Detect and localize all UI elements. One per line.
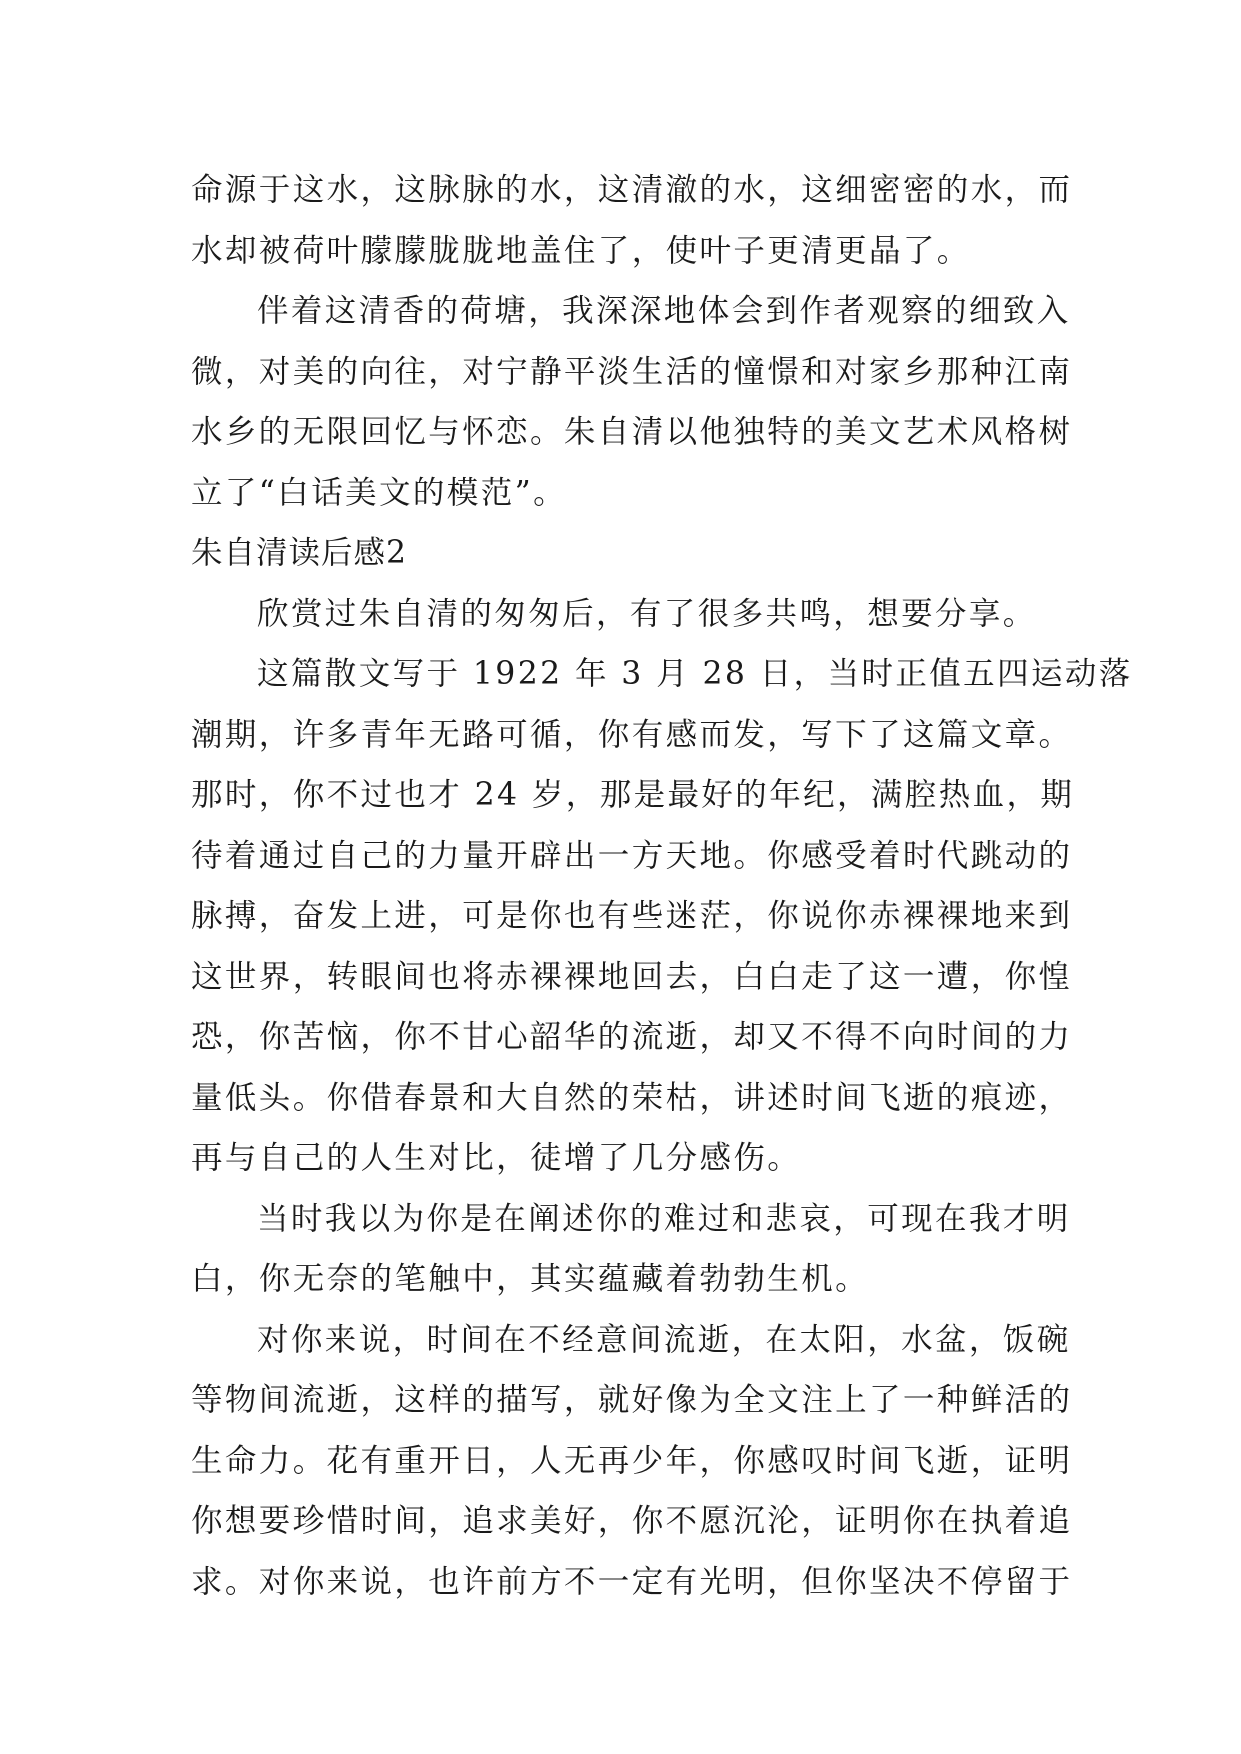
text-line: 伴着这清香的荷塘，我深深地体会到作者观察的细致入 xyxy=(257,293,1071,329)
text-line: 求。对你来说，也许前方不一定有光明，但你坚决不停留于 xyxy=(191,1563,1073,1600)
section-heading: 朱自清读后感2 xyxy=(191,535,408,571)
text-line: 白，你无奈的笔触中，其实蕴藏着勃勃生机。 xyxy=(191,1261,870,1297)
document-body xyxy=(191,160,1133,1612)
text-line: 微，对美的向往，对宁静平淡生活的憧憬和对家乡那种江南 xyxy=(191,353,1073,390)
text-line: 对你来说，时间在不经意间流逝，在太阳，水盆，饭碗 xyxy=(257,1321,1071,1358)
text-line: 这篇散文写于 1922 年 3 月 28 日，当时正值五四运动落 xyxy=(257,656,1133,692)
text-line: 恐，你苦恼，你不甘心韶华的流逝，却又不得不向时间的力 xyxy=(191,1019,1073,1055)
text-line: 当时我以为你是在阐述你的难过和悲哀，可现在我才明 xyxy=(257,1200,1071,1237)
text-line: 待着通过自己的力量开辟出一方天地。你感受着时代跳动的 xyxy=(191,837,1073,874)
text-line: 这世界，转眼间也将赤裸裸地回去，白白走了这一遭，你惶 xyxy=(191,958,1073,995)
paragraph-2 xyxy=(191,281,1073,523)
text-line: 命源于这水，这脉脉的水，这清澈的水，这细密密的水，而 xyxy=(191,172,1073,208)
text-line: 脉搏，奋发上进，可是你也有些迷茫，你说你赤裸裸地来到 xyxy=(191,898,1073,934)
text-line: 再与自己的人生对比，徒增了几分感伤。 xyxy=(191,1140,802,1176)
text-line: 欣赏过朱自清的匆匆后，有了很多共鸣，想要分享。 xyxy=(257,595,1037,632)
text-line: 你想要珍惜时间，追求美好，你不愿沉沦，证明你在执着追 xyxy=(191,1503,1073,1539)
text-line: 水乡的无限回忆与怀恋。朱自清以他独特的美文艺术风格树 xyxy=(191,414,1073,450)
paragraph-3 xyxy=(191,584,1061,645)
text-line: 那时，你不过也才 24 岁，那是最好的年纪，满腔热血，期 xyxy=(191,777,1075,813)
paragraph-6 xyxy=(191,1310,1073,1613)
text-line: 潮期，许多青年无路可循，你有感而发，写下了这篇文章。 xyxy=(191,716,1073,753)
text-line: 立了“白话美文的模范”。 xyxy=(191,474,568,511)
paragraph-5 xyxy=(191,1189,1071,1310)
text-line: 等物间流逝，这样的描写，就好像为全文注上了一种鲜活的 xyxy=(191,1382,1073,1418)
paragraph-1 xyxy=(191,160,1073,281)
paragraph-4 xyxy=(191,644,1133,1189)
text-line: 水却被荷叶朦朦胧胧地盖住了，使叶子更清更晶了。 xyxy=(191,232,971,269)
text-line: 生命力。花有重开日，人无再少年，你感叹时间飞逝，证明 xyxy=(191,1442,1073,1479)
text-line: 量低头。你借春景和大自然的荣枯，讲述时间飞逝的痕迹， xyxy=(191,1079,1073,1116)
